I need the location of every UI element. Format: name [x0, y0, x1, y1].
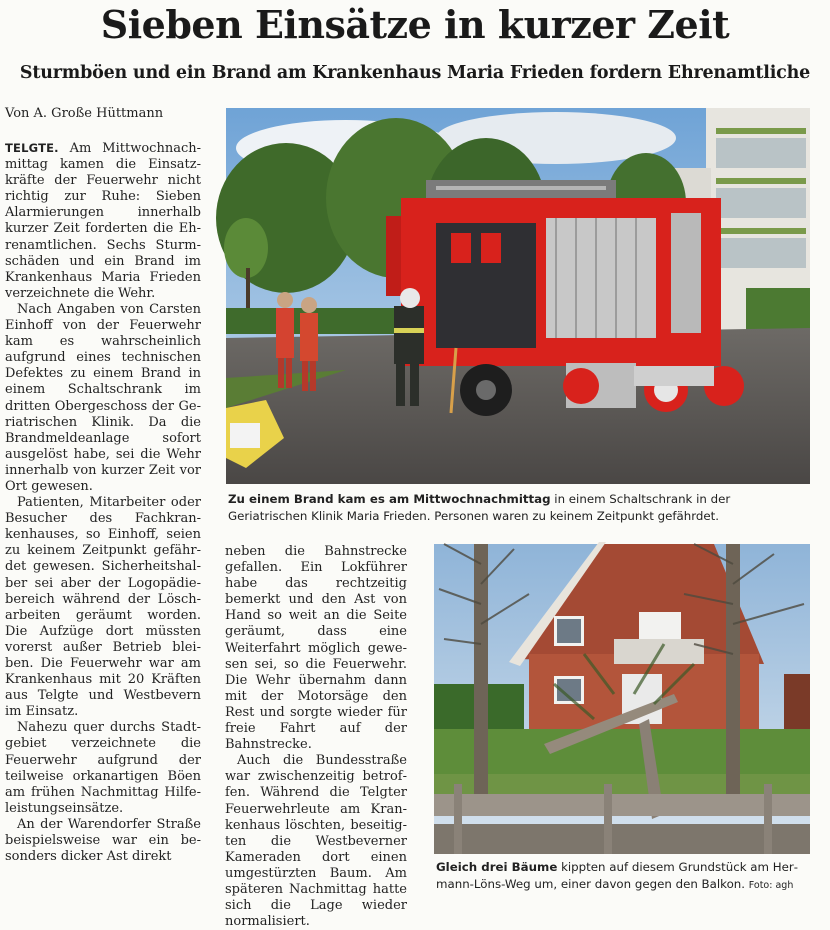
fire-truck-photo: [226, 108, 810, 484]
fallen-trees-photo: [434, 544, 810, 854]
dateline: TELGTE.: [5, 141, 59, 155]
photo1-caption: Zu einem Brand kam es am Mittwochnachmittag in einem Schaltschrank in der Geriatrischen Klinik Maria Frieden. Personen waren zu keinem Zeitpunkt gefährdet.: [228, 492, 731, 523]
article-column-1: [5, 140, 201, 865]
headline: Sieben Einsätze in kurzer Zeit: [100, 2, 730, 47]
article-paragraph: An der Warendorfer Straße beispielsweise war ein besonders dicker Ast direkt: [5, 816, 201, 865]
subheadline: Sturmböen und ein Brand am Krankenhaus Maria Frieden fordern Ehrenamtliche: [19, 63, 811, 83]
photo2-caption: Gleich drei Bäume kippten auf diesem Grundstück am Hermann-Löns-Weg um, einer davon gegen den Balkon. Foto: agh: [436, 860, 799, 891]
article-paragraph: neben die Bahnstrecke gefallen. Ein Lokführer habe das rechtzeitig bemerkt und den Ast von Hand so weit an die Seite geräumt, dass eine Weiterfahrt möglich gewesen sei, so die Feuerwehr. Die Wehr übernahm dann mit der Motorsäge den Rest und sorgte wieder für freie Fahrt auf der Bahnstrecke.: [225, 544, 407, 753]
article-paragraph: Nahezu quer durchs Stadtgebiet verzeichnete die Feuerwehr aufgrund der teilweise orkanartigen Böen am frühen Nachmittag Hilfeleistungseinsätze.: [5, 720, 201, 816]
article-column-2: [225, 544, 407, 930]
article-paragraph: TELGTE. Am Mittwochnachmittag kamen die Einsatzkräfte der Feuerwehr nicht richtig zur Ruhe: Sieben Alarmierungen innerhalb kurzer Zeit forderten die Ehrenamtlichen. Sechs Sturmschäden und ein Brand im Krankenhaus Maria Frieden verzeichnete die Wehr.: [5, 141, 201, 301]
article-paragraph: Nach Angaben von Carsten Einhoff von der Feuerwehr kam es wahrscheinlich aufgrund eines technischen Defektes zu einem Brand in einem Schaltschrank im dritten Obergeschoss der Geriatrischen Klinik. Da die Brandmeldeanlage sofort ausgelöst habe, sei die Wehr innerhalb von kurzer Zeit vor Ort gewesen.: [5, 301, 201, 494]
article-paragraph: Auch die Bundesstraße war zwischenzeitig betroffen. Während die Telgter Feuerwehrleute am Krankenhaus löschten, beseitigten die Westbeverner Kameraden dort einen umgestürzten Baum. Am späteren Nachmittag hatte sich die Lage wieder normalisiert.: [225, 753, 407, 930]
photo-credit: Foto: agh: [748, 879, 794, 891]
byline: Von A. Große Hüttmann: [5, 106, 164, 121]
article-paragraph: Patienten, Mitarbeiter oder Besucher des Fachkrankenhauses, so Einhoff, seien zu keinem Zeitpunkt gefährdet gewesen. Sicherheitshalber sei aber der Logopädiebereich während der Löscharbeiten geräumt worden. Die Aufzüge dort müssten vorerst außer Betrieb bleiben. Die Feuerwehr war am Krankenhaus mit 20 Kräften aus Telgte und Westbevern im Einsatz.: [5, 495, 201, 720]
